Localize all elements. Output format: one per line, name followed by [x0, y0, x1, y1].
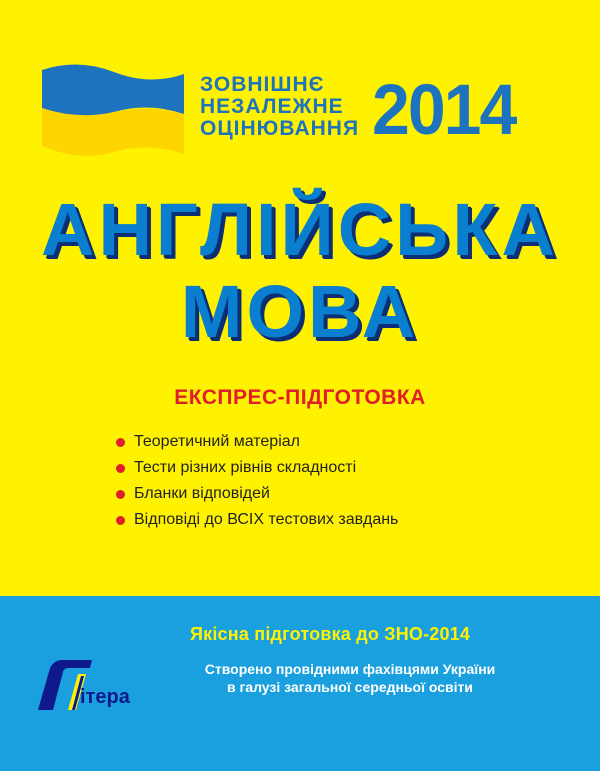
list-item	[116, 482, 398, 508]
feature-text: Тести різних рівнів складності	[134, 459, 357, 476]
created-line-1: Створено провідними фахівцями України	[204, 661, 496, 677]
title-line-1: АНГЛІЙСЬКА	[41, 188, 559, 271]
list-item	[116, 430, 398, 456]
bullet-icon	[116, 464, 125, 473]
created-by-text	[180, 660, 520, 696]
list-item	[116, 508, 398, 534]
ukraine-flag-icon	[38, 62, 188, 162]
features-list	[116, 430, 398, 534]
feature-text: Відповіді до ВСІХ тестових завдань	[134, 511, 399, 528]
year: 2014	[372, 69, 516, 150]
zno-line-3: ОЦІНЮВАННЯ	[200, 117, 360, 140]
bullet-icon	[116, 438, 125, 447]
feature-text: Бланки відповідей	[134, 485, 270, 502]
publisher-name: ітера	[80, 686, 130, 708]
feature-text: Теоретичний матеріал	[134, 433, 300, 450]
title-line-2: МОВА	[180, 270, 420, 353]
zno-heading	[200, 74, 359, 140]
bullet-icon	[116, 516, 125, 525]
express-subtitle: ЕКСПРЕС-ПІДГОТОВКА	[174, 386, 426, 409]
created-line-2: в галузі загальної середньої освіти	[226, 679, 474, 695]
zno-line-1: ЗОВНІШНЄ	[200, 73, 325, 96]
bullet-icon	[116, 490, 125, 499]
quality-slogan: Якісна підготовка до ЗНО-2014	[190, 624, 471, 644]
zno-line-2: НЕЗАЛЕЖНЕ	[200, 95, 344, 118]
list-item	[116, 456, 398, 482]
